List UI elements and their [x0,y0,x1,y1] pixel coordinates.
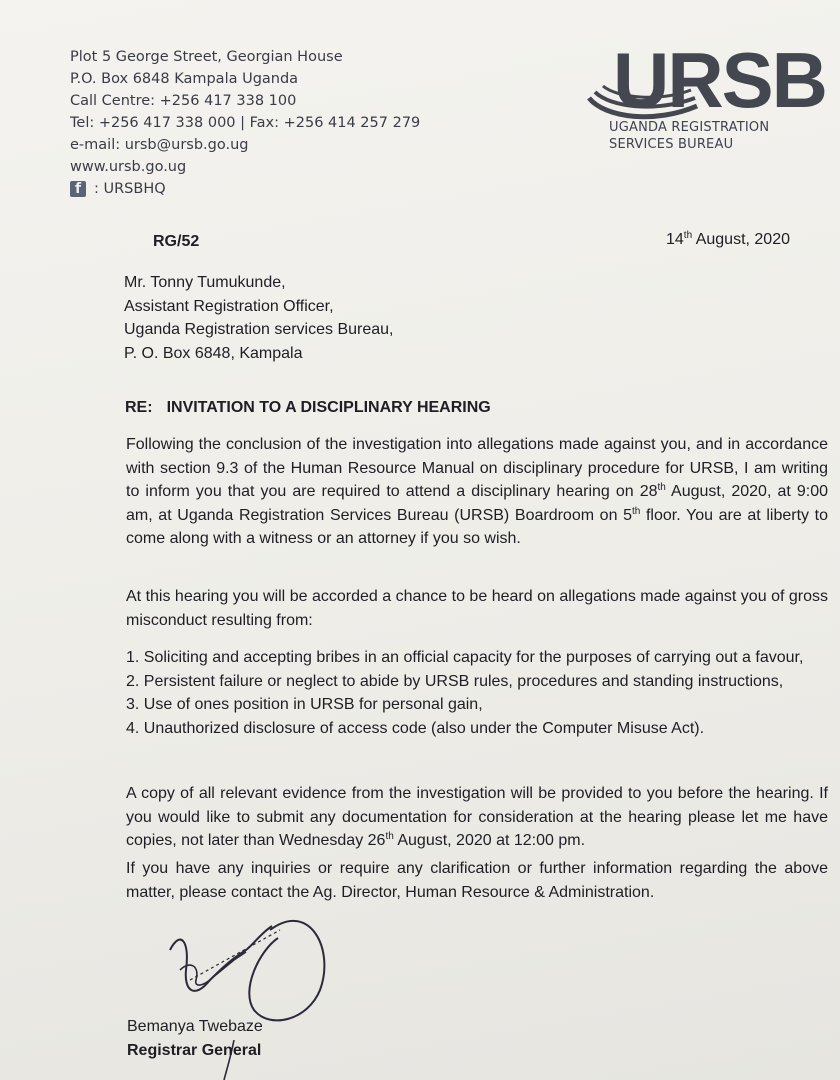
paragraph-2: At this hearing you will be accorded a chance to be heard on allegations made against you of gross misconduct resulting from: [126,588,828,629]
reference-number: RG/52 [153,233,200,250]
list-item: 4. Unauthorized disclosure of access code (also under the Computer Misuse Act). [126,719,705,737]
para1-part-a: Following the conclusion of the investigation into allegations made against you, and in accordance with section 9.3 of the Human Resource Manual on disciplinary procedure for URSB, I am writing to inform you that you are required to attend a disciplinary hearing on 28 [126,436,828,500]
website: www.ursb.go.ug [70,159,187,175]
ursb-logo [585,36,830,159]
facebook-handle: : URSBHQ [94,181,166,197]
list-item: 2. Persistent failure or neglect to abide by URSB rules, procedures and standing instructions, [126,672,784,690]
facebook-row [70,178,420,200]
signatory-title: Registrar General [127,1042,262,1059]
recipient-line: Assistant Registration Officer, [124,297,334,315]
para3-part-b: August, 2020 at 12:00 pm. [393,832,586,849]
para3-part-a: A copy of all relevant evidence from the investigation will be provided to you before the hearing. If you would like to submit any documentation for consideration at the hearing please let me have copies, not later than Wednesday 26 [126,785,828,849]
date-day: 14 [666,231,684,248]
facebook-icon: f [70,181,86,197]
address-line-1: Plot 5 George Street, Georgian House [70,49,343,65]
logo-subtitle-1: UGANDA REGISTRATION [609,120,770,135]
logo-wordmark: URSB [613,36,827,124]
subject-line [125,399,491,417]
letter-date [666,231,790,249]
recipient-line: Mr. Tonny Tumukunde, [124,274,286,291]
date-suffix: th [683,230,693,241]
allegations-list [126,646,828,740]
letterhead-contact [70,46,420,200]
recipient-address [124,271,393,365]
list-item: 3. Use of ones position in URSB for personal gain, [126,696,483,713]
para1-sup-1: th [657,482,666,493]
signatory-block [127,1015,263,1063]
logo-subtitle-2: SERVICES BUREAU [609,137,734,152]
recipient-line: Uganda Registration services Bureau, [124,321,394,338]
email: e-mail: ursb@ursb.go.ug [70,137,249,153]
para1-part-c: floor. You are at liberty to come along with a witness or an attorney if you so wish. [126,506,829,547]
para1-sup-2: th [632,505,641,517]
address-line-2: P.O. Box 6848 Kampala Uganda [70,71,299,87]
subject-text: INVITATION TO A DISCIPLINARY HEARING [166,399,491,416]
subject-prefix: RE: [125,399,153,416]
list-item: 1. Soliciting and accepting bribes in an official capacity for the purposes of carrying out a favour, [126,649,804,666]
para3-sup: th [385,831,394,842]
tel-fax: Tel: +256 417 338 000 | Fax: +256 414 257 279 [70,115,421,131]
paragraph-4: If you have any inquiries or require any clarification or further information regarding the above matter, please contact the Ag. Director, Human Resource & Administration. [126,860,828,901]
recipient-line: P. O. Box 6848, Kampala [124,344,303,362]
signatory-name: Bemanya Twebaze [127,1018,263,1035]
para1-part-b: August, 2020, at 9:00 am, at Uganda Registration Services Bureau (URSB) Boardroom on 5 [126,483,828,524]
date-rest: August, 2020 [692,231,790,248]
paragraph-1 [126,433,828,551]
call-centre: Call Centre: +256 417 338 100 [70,93,297,109]
paragraph-3 [126,782,828,853]
